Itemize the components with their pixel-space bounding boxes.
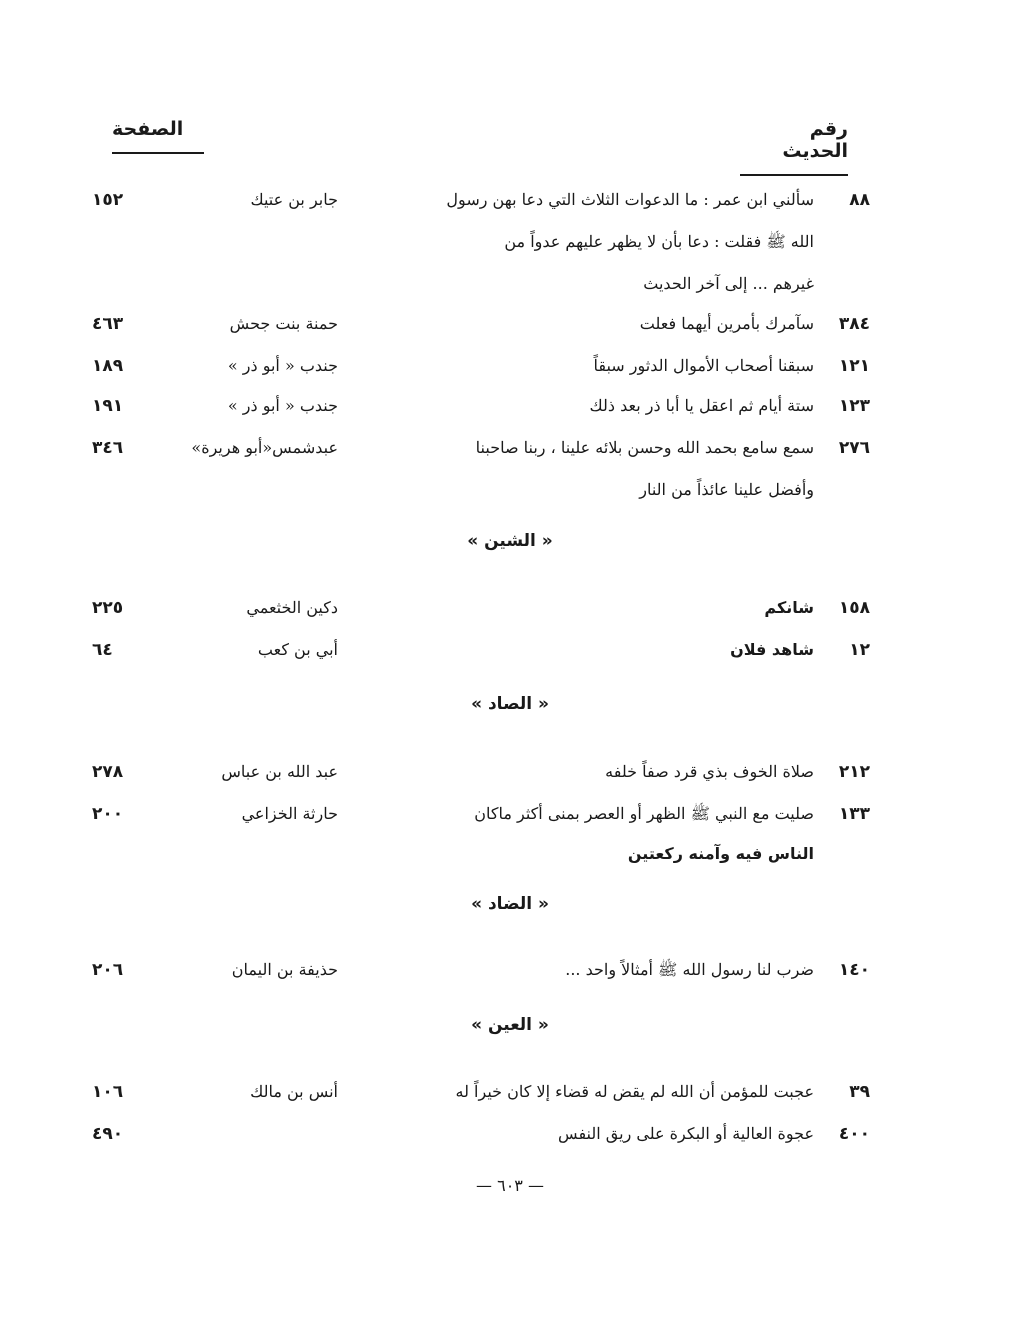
section-letter-heading: « العين »	[471, 1015, 549, 1035]
hadith-number: ١٢١	[838, 356, 870, 376]
hadith-text: صلاة الخوف بذي قرد صفاً خلفه	[605, 762, 814, 781]
index-row	[0, 304, 1020, 344]
page-number: ٢٠٦	[92, 960, 124, 980]
page-number: ٢٢٥	[92, 598, 124, 618]
section-letter-heading: « الصاد »	[471, 694, 549, 714]
page-footer-number: — ٦٠٣ —	[476, 1176, 544, 1195]
index-row	[0, 834, 1020, 874]
page-number: ٢٧٨	[92, 762, 124, 782]
hadith-text: غيرهم ... إلى آخر الحديث	[643, 274, 814, 293]
hadith-number: ٣٨٤	[838, 314, 870, 334]
hadith-text: سآمرك بأمرين أيهما فعلت	[639, 314, 814, 333]
narrator-name: أنس بن مالك	[250, 1082, 338, 1101]
hadith-number-header: رقم الحديث	[740, 118, 848, 176]
hadith-text: سمع سامع بحمد الله وحسن بلائه علينا ، ربنا صاحبنا	[475, 438, 814, 457]
hadith-number: ١٢٣	[838, 396, 870, 416]
page-number: ٦٤	[92, 640, 113, 660]
hadith-text: سبقنا أصحاب الأموال الدثور سبقاً	[593, 356, 814, 375]
hadith-text: الناس فيه وآمنه ركعتين	[627, 844, 814, 863]
hadith-number: ١٢	[849, 640, 870, 660]
index-row	[0, 264, 1020, 304]
hadith-text: صليت مع النبي ﷺ الظهر أو العصر بمنى أكثر ماكان	[474, 804, 814, 823]
narrator-name: جندب « أبو ذر »	[227, 356, 338, 375]
page-number: ١٥٢	[92, 190, 124, 210]
narrator-name: حذيفة بن اليمان	[231, 960, 338, 979]
hadith-text: ضرب لنا رسول الله ﷺ أمثالاً واحد ...	[565, 960, 814, 979]
narrator-name: أبي بن كعب	[257, 640, 338, 659]
hadith-text: شانكم	[764, 598, 814, 617]
index-row	[0, 950, 1020, 990]
hadith-text: سألني ابن عمر : ما الدعوات الثلاث التي دعا بهن رسول	[446, 190, 814, 209]
index-row	[0, 1114, 1020, 1154]
page-number: ٤٩٠	[92, 1124, 124, 1144]
page-number: ١٩١	[92, 396, 124, 416]
narrator-name: حارثة الخزاعي	[241, 804, 338, 823]
hadith-text: عجبت للمؤمن أن الله لم يقض له قضاء إلا كان خيراً له	[455, 1082, 814, 1101]
narrator-name: حمنة بنت جحش	[229, 314, 338, 333]
narrator-name: جابر بن عتيك	[250, 190, 338, 209]
section-letter-heading: « الشين »	[467, 531, 553, 551]
section-letter-heading: « الضاد »	[471, 894, 549, 914]
index-row	[0, 428, 1020, 468]
page-number-header: الصفحة	[112, 118, 204, 154]
index-row	[0, 386, 1020, 426]
hadith-number: ١٣٣	[838, 804, 870, 824]
index-row	[0, 1072, 1020, 1112]
hadith-number: ٨٨	[849, 190, 870, 210]
hadith-text: ستة أيام ثم اعقل يا أبا ذر بعد ذلك	[589, 396, 814, 415]
index-row	[0, 470, 1020, 510]
narrator-name: عبدشمس«أبو هريرة»	[191, 438, 338, 457]
hadith-text: عجوة العالية أو البكرة على ريق النفس	[558, 1124, 814, 1143]
hadith-text: شاهد فلان	[730, 640, 814, 659]
index-row	[0, 180, 1020, 220]
page-number: ٢٠٠	[92, 804, 124, 824]
hadith-number: ٣٩	[849, 1082, 870, 1102]
index-row	[0, 794, 1020, 834]
hadith-number: ١٥٨	[838, 598, 870, 618]
index-row	[0, 752, 1020, 792]
hadith-number: ٢٧٦	[838, 438, 870, 458]
index-row	[0, 588, 1020, 628]
page-number: ١٨٩	[92, 356, 124, 376]
page-number: ٣٤٦	[92, 438, 124, 458]
hadith-number: ٢١٢	[838, 762, 870, 782]
index-row	[0, 346, 1020, 386]
narrator-name: عبد الله بن عباس	[221, 762, 338, 781]
hadith-number: ٤٠٠	[838, 1124, 870, 1144]
page-number: ٤٦٣	[92, 314, 124, 334]
narrator-name: جندب « أبو ذر »	[227, 396, 338, 415]
hadith-text: وأفضل علينا عائذاً من النار	[639, 480, 814, 499]
hadith-number: ١٤٠	[838, 960, 870, 980]
hadith-text: الله ﷺ فقلت : دعا بأن لا يظهر عليهم عدواً من	[504, 232, 814, 251]
page-number: ١٠٦	[92, 1082, 124, 1102]
index-row	[0, 630, 1020, 670]
index-row	[0, 222, 1020, 262]
narrator-name: دكين الخثعمي	[246, 598, 338, 617]
